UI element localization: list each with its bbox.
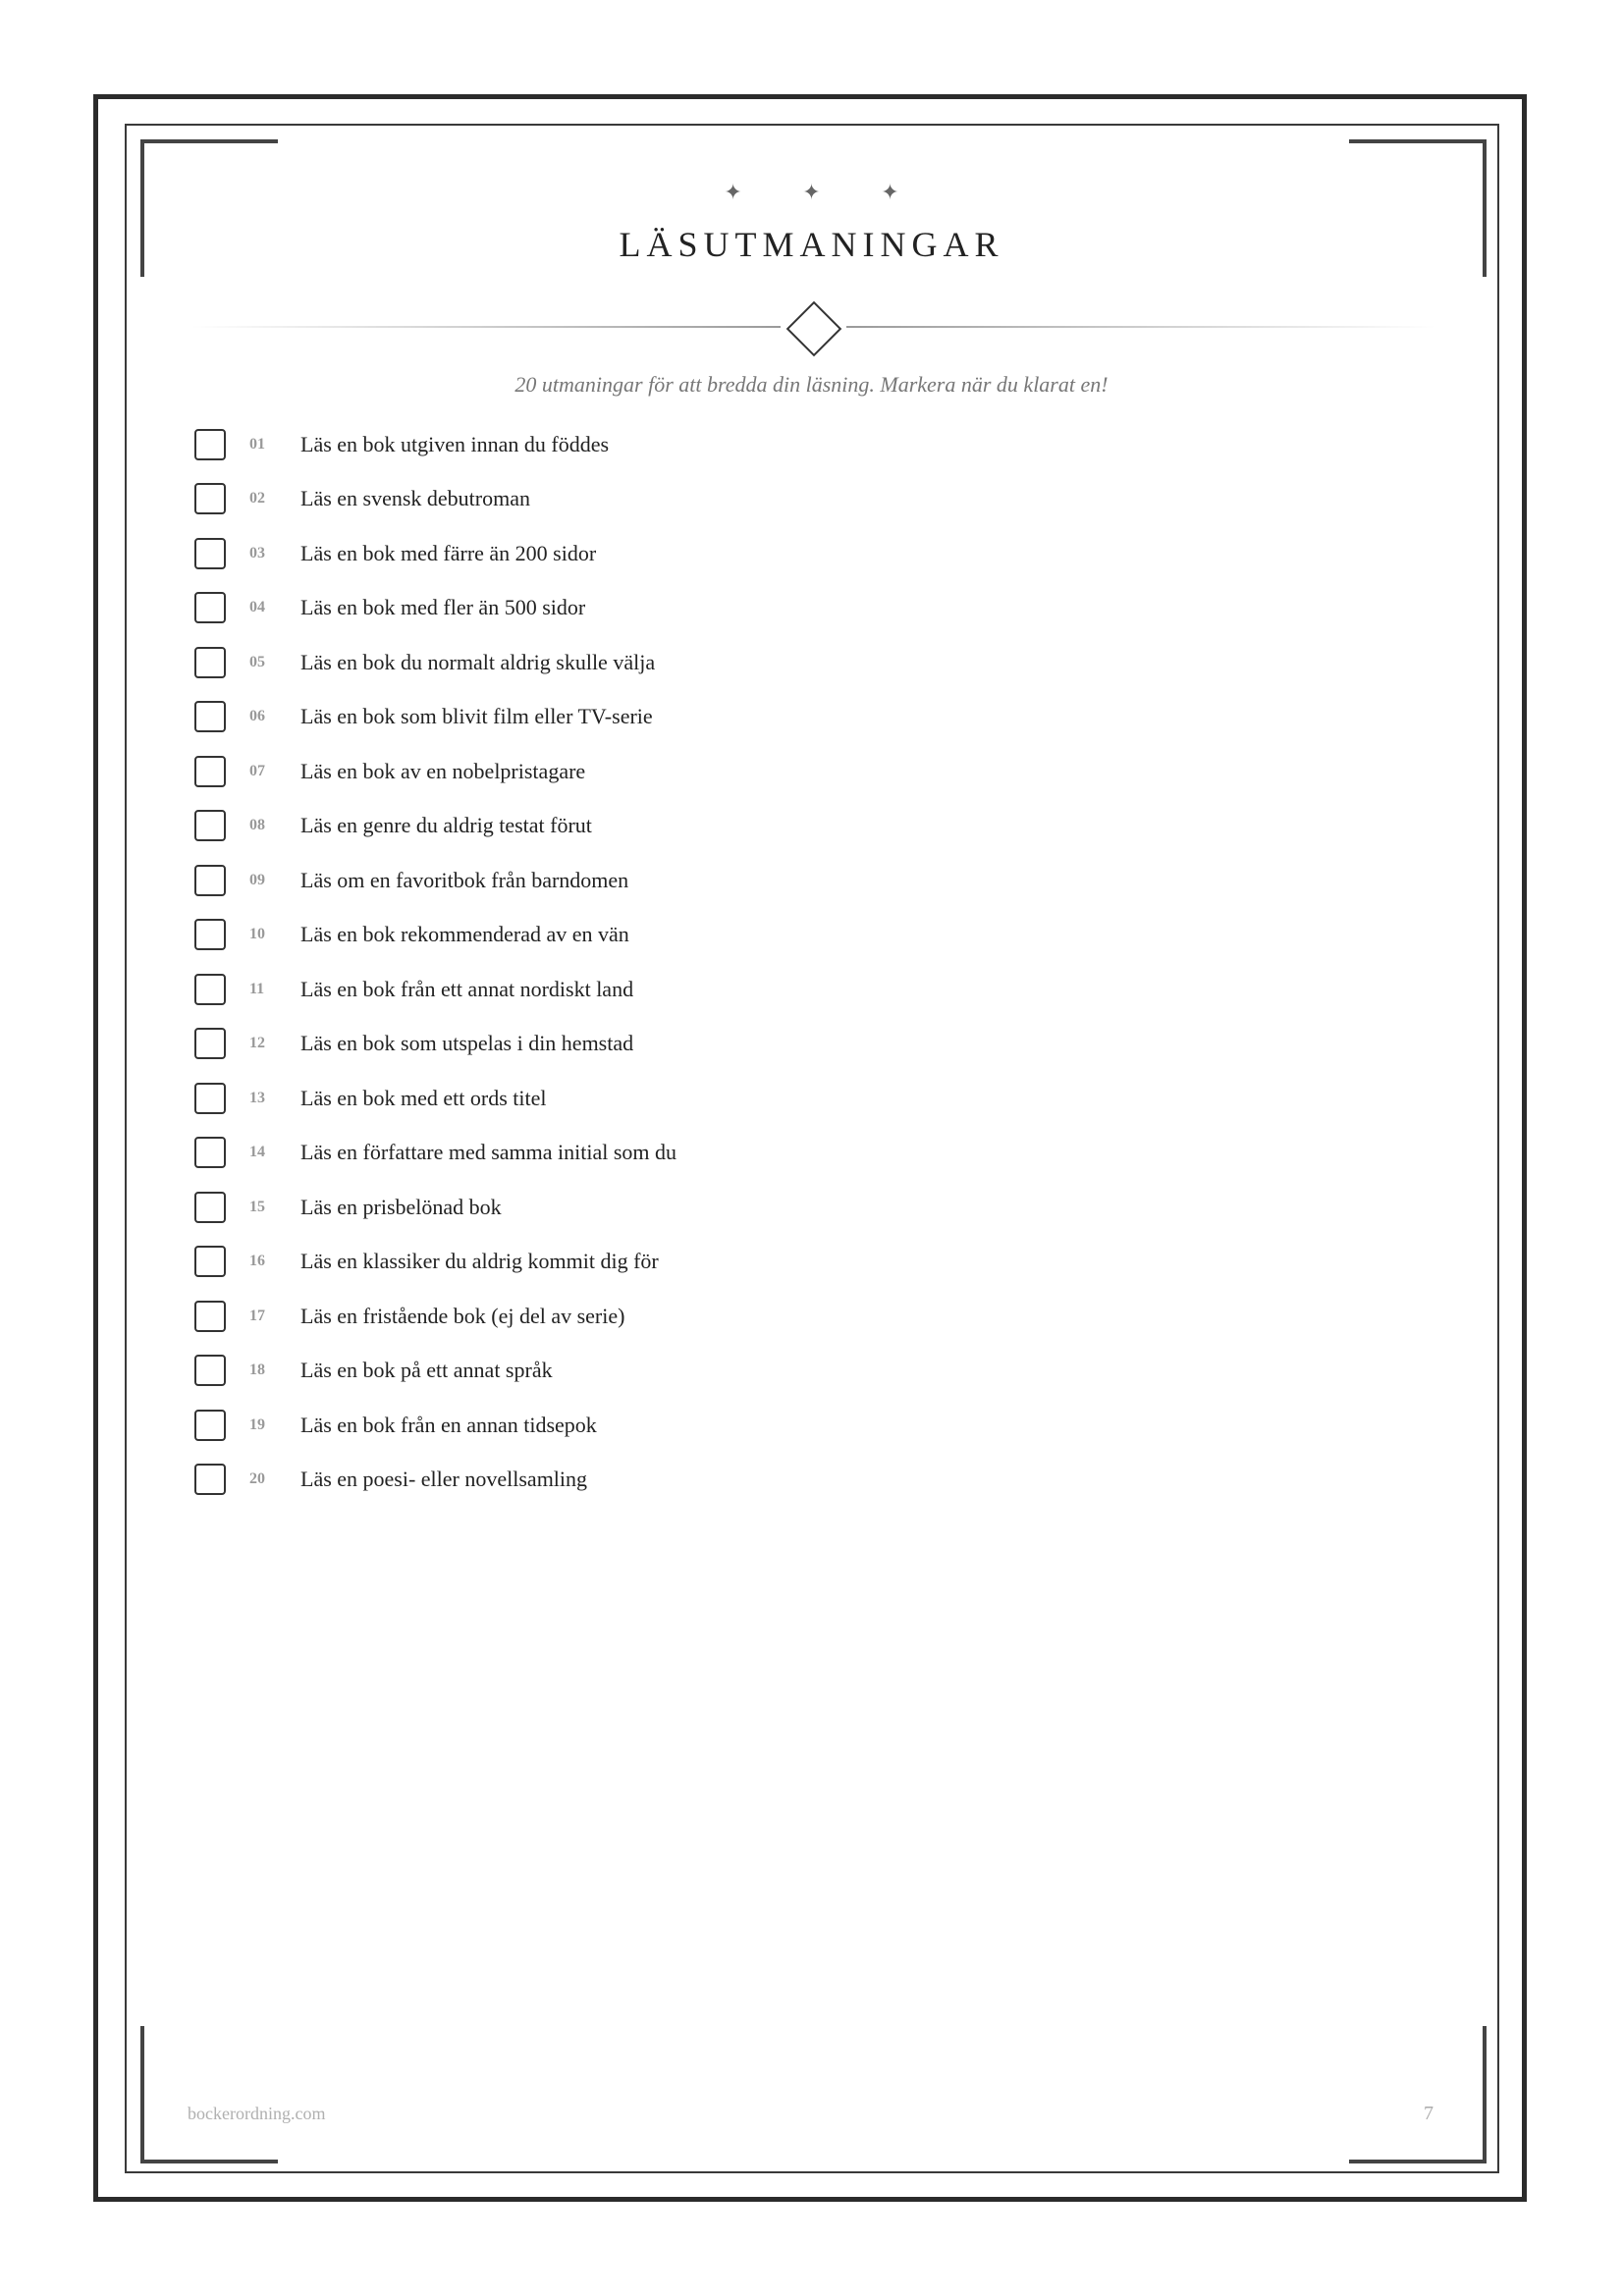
challenge-item bbox=[194, 744, 676, 799]
challenge-checkbox[interactable] bbox=[194, 1301, 226, 1332]
challenge-item bbox=[194, 1017, 676, 1072]
challenge-item bbox=[194, 1344, 676, 1399]
challenge-checkbox[interactable] bbox=[194, 865, 226, 896]
challenge-number: 03 bbox=[249, 544, 265, 561]
challenge-number: 18 bbox=[249, 1362, 265, 1379]
challenge-label: Läs en bok från ett annat nordiskt land bbox=[300, 976, 634, 1001]
page-title: LÄSUTMANINGAR bbox=[619, 225, 1004, 264]
challenge-item bbox=[194, 581, 676, 636]
divider-right bbox=[846, 326, 1435, 328]
challenge-label: Läs en författare med samma initial som du bbox=[300, 1140, 677, 1165]
challenge-checkbox[interactable] bbox=[194, 429, 226, 460]
challenge-label: Läs en bok av en nobelpristagare bbox=[300, 758, 586, 783]
challenge-label: Läs en bok utgiven innan du föddes bbox=[300, 431, 610, 456]
challenge-label: Läs en fristående bok (ej del av serie) bbox=[300, 1303, 625, 1328]
challenge-number: 04 bbox=[249, 599, 265, 616]
challenge-number: 16 bbox=[249, 1253, 265, 1270]
challenge-label: Läs en bok på ett annat språk bbox=[300, 1358, 553, 1383]
challenge-item bbox=[194, 799, 676, 854]
page-number: 7 bbox=[1424, 2103, 1434, 2124]
challenge-number: 06 bbox=[249, 708, 265, 725]
divider-left bbox=[191, 326, 781, 328]
challenge-item bbox=[194, 1453, 676, 1508]
challenge-item bbox=[194, 1289, 676, 1344]
challenge-checkbox[interactable] bbox=[194, 810, 226, 841]
challenge-item bbox=[194, 690, 676, 745]
challenge-item bbox=[194, 1398, 676, 1453]
challenge-number: 08 bbox=[249, 817, 265, 834]
challenge-label: Läs en prisbelönad bok bbox=[300, 1194, 502, 1219]
challenge-checkbox[interactable] bbox=[194, 483, 226, 514]
challenge-item bbox=[194, 635, 676, 690]
challenge-label: Läs en bok med färre än 200 sidor bbox=[300, 540, 597, 565]
challenge-item bbox=[194, 1180, 676, 1235]
challenge-label: Läs en genre du aldrig testat förut bbox=[300, 813, 592, 838]
challenge-checkbox[interactable] bbox=[194, 538, 226, 569]
challenge-item bbox=[194, 472, 676, 527]
footer-website: bockerordning.com bbox=[188, 2104, 326, 2123]
challenge-checkbox[interactable] bbox=[194, 756, 226, 787]
challenge-item bbox=[194, 417, 676, 472]
star-ornament-icon: ✦ ✦ ✦ bbox=[724, 180, 927, 204]
page-subtitle: 20 utmaningar för att bredda din läsning. Markera när du klarat en! bbox=[514, 372, 1109, 397]
challenge-number: 19 bbox=[249, 1415, 265, 1433]
challenge-item bbox=[194, 526, 676, 581]
challenge-number: 07 bbox=[249, 762, 265, 779]
challenge-item bbox=[194, 962, 676, 1017]
challenge-number: 11 bbox=[249, 980, 265, 997]
challenge-checkbox[interactable] bbox=[194, 1410, 226, 1441]
challenge-item bbox=[194, 1235, 676, 1290]
challenge-label: Läs en svensk debutroman bbox=[300, 486, 530, 511]
challenge-label: Läs en bok med fler än 500 sidor bbox=[300, 595, 586, 620]
challenge-checkbox[interactable] bbox=[194, 974, 226, 1005]
challenge-list bbox=[194, 417, 676, 1507]
challenge-number: 13 bbox=[249, 1089, 265, 1106]
challenge-checkbox[interactable] bbox=[194, 1355, 226, 1386]
challenge-label: Läs en bok som utspelas i din hemstad bbox=[300, 1031, 634, 1056]
challenge-number: 17 bbox=[249, 1307, 265, 1324]
challenge-label: Läs en bok med ett ords titel bbox=[300, 1085, 547, 1110]
challenge-number: 15 bbox=[249, 1198, 265, 1215]
challenge-label: Läs en bok du normalt aldrig skulle välja bbox=[300, 649, 656, 674]
challenge-number: 12 bbox=[249, 1035, 265, 1052]
challenge-label: Läs en bok rekommenderad av en vän bbox=[300, 922, 629, 947]
challenge-number: 01 bbox=[249, 435, 265, 453]
challenge-checkbox[interactable] bbox=[194, 592, 226, 623]
challenge-number: 09 bbox=[249, 871, 265, 888]
challenge-label: Läs en klassiker du aldrig kommit dig för bbox=[300, 1249, 659, 1274]
challenge-label: Läs en bok från en annan tidsepok bbox=[300, 1412, 597, 1437]
challenge-number: 05 bbox=[249, 653, 265, 670]
challenge-checkbox[interactable] bbox=[194, 1137, 226, 1168]
challenge-checkbox[interactable] bbox=[194, 1083, 226, 1114]
challenge-checkbox[interactable] bbox=[194, 701, 226, 732]
challenge-number: 10 bbox=[249, 926, 265, 943]
corner-ornament-bottom-right bbox=[1349, 2026, 1487, 2163]
challenge-label: Läs en bok som blivit film eller TV-serie bbox=[300, 704, 653, 729]
challenge-checkbox[interactable] bbox=[194, 1028, 226, 1059]
corner-ornament-bottom-left bbox=[140, 2026, 278, 2163]
challenge-label: Läs om en favoritbok från barndomen bbox=[300, 867, 629, 892]
challenge-item bbox=[194, 1126, 676, 1181]
challenge-number: 20 bbox=[249, 1470, 265, 1488]
challenge-item bbox=[194, 1071, 676, 1126]
challenge-checkbox[interactable] bbox=[194, 1192, 226, 1223]
challenge-label: Läs en poesi- eller novellsamling bbox=[300, 1467, 588, 1492]
challenge-checkbox[interactable] bbox=[194, 1246, 226, 1277]
challenge-item bbox=[194, 908, 676, 963]
challenge-checkbox[interactable] bbox=[194, 1464, 226, 1495]
challenge-checkbox[interactable] bbox=[194, 919, 226, 950]
challenge-item bbox=[194, 853, 676, 908]
challenge-checkbox[interactable] bbox=[194, 647, 226, 678]
challenge-number: 02 bbox=[249, 490, 265, 507]
challenge-number: 14 bbox=[249, 1144, 265, 1161]
